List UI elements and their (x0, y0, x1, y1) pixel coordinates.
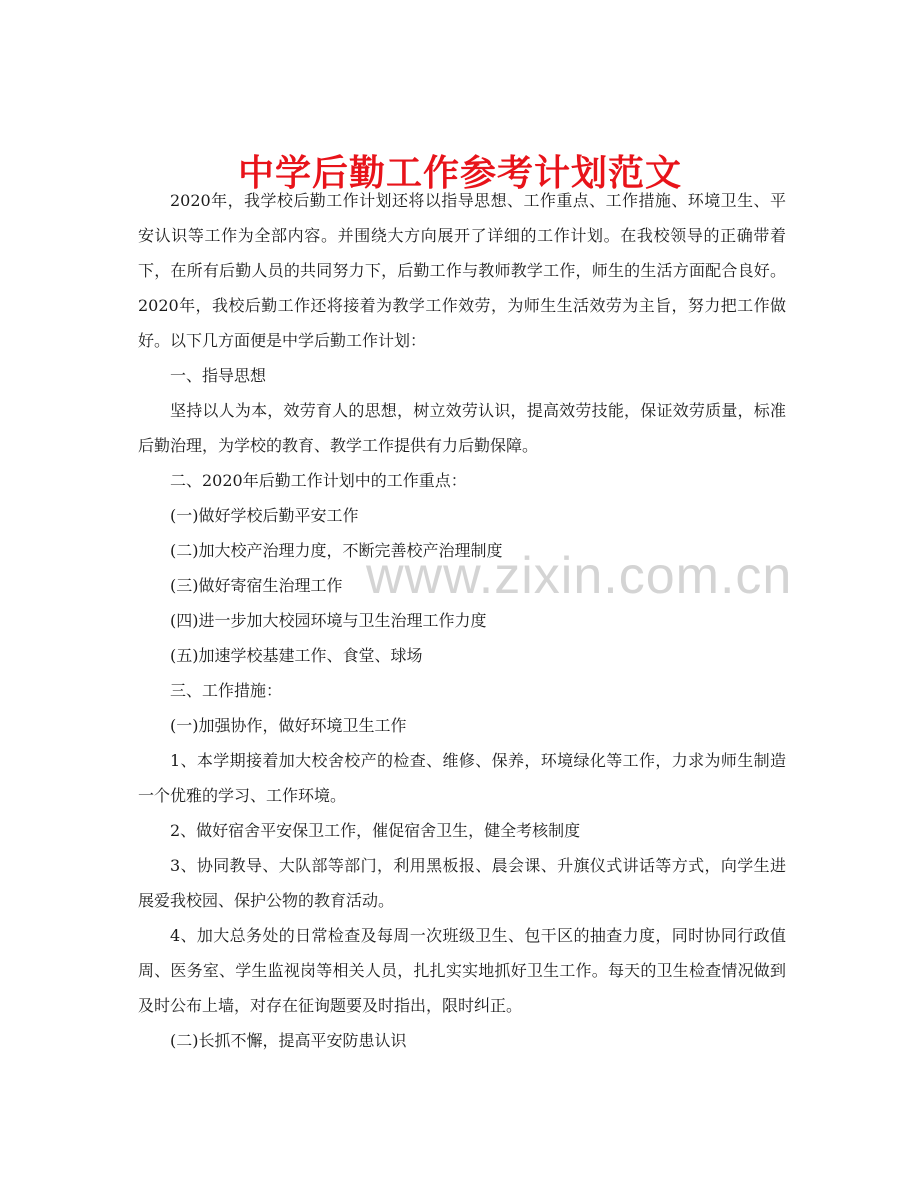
document-body (138, 183, 786, 1058)
list-item-key-work-3: (三)做好寄宿生治理工作 (170, 576, 343, 595)
list-item-key-work-5: (五)加速学校基建工作、食堂、球场 (170, 646, 423, 665)
paragraph-guiding-thought: 坚持以人为本，效劳育人的思想，树立效劳认识，提高效劳技能，保证效劳质量，标准后勤治理，为学校的教育、教学工作提供有力后勤保障。 (138, 401, 786, 455)
document-title: 中学后勤工作参考计划范文 (237, 153, 682, 195)
subsection-heading-environment: (一)加强协作，做好环境卫生工作 (170, 716, 407, 735)
subsection-heading-safety: (二)长抓不懈，提高平安防患认识 (170, 1031, 407, 1050)
measure-item-1: 1、本学期接着加大校舍校产的检查、维修、保养，环境绿化等工作，力求为师生制造一个优雅的学习、工作环境。 (138, 751, 786, 805)
paragraph-intro: 2020年，我学校后勤工作计划还将以指导思想、工作重点、工作措施、环境卫生、平安认识等工作为全部内容。并围绕大方向展开了详细的工作计划。在我校领导的正确带着下，在所有后勤人员的共同努力下，后勤工作与教师教学工作，师生的生活方面配合良好。2020年，我校后勤工作还将接着为教学工作效劳，为师生生活效劳为主旨，努力把工作做好。以下几方面便是中学后勤工作计划： (138, 191, 786, 350)
list-item-key-work-4: (四)进一步加大校园环境与卫生治理工作力度 (170, 611, 487, 630)
watermark-text: www.zixin.com.cn (366, 547, 793, 605)
list-item-key-work-2: (二)加大校产治理力度，不断完善校产治理制度 (170, 541, 503, 560)
measure-item-3: 3、协同教导、大队部等部门，利用黑板报、晨会课、升旗仪式讲话等方式，向学生进展爱我校园、保护公物的教育活动。 (138, 856, 786, 910)
list-item-key-work-1: (一)做好学校后勤平安工作 (170, 506, 359, 525)
measure-item-4: 4、加大总务处的日常检查及每周一次班级卫生、包干区的抽查力度，同时协同行政值周、医务室、学生监视岗等相关人员，扎扎实实地抓好卫生工作。每天的卫生检查情况做到及时公布上墙，对存在征询题要及时指出，限时纠正。 (138, 926, 786, 1015)
section-heading-key-work: 二、2020年后勤工作计划中的工作重点： (170, 471, 467, 490)
section-heading-guiding-thought: 一、指导思想 (170, 366, 267, 385)
measure-item-2: 2、做好宿舍平安保卫工作，催促宿舍卫生，健全考核制度 (170, 821, 581, 840)
section-heading-measures: 三、工作措施： (170, 681, 283, 700)
